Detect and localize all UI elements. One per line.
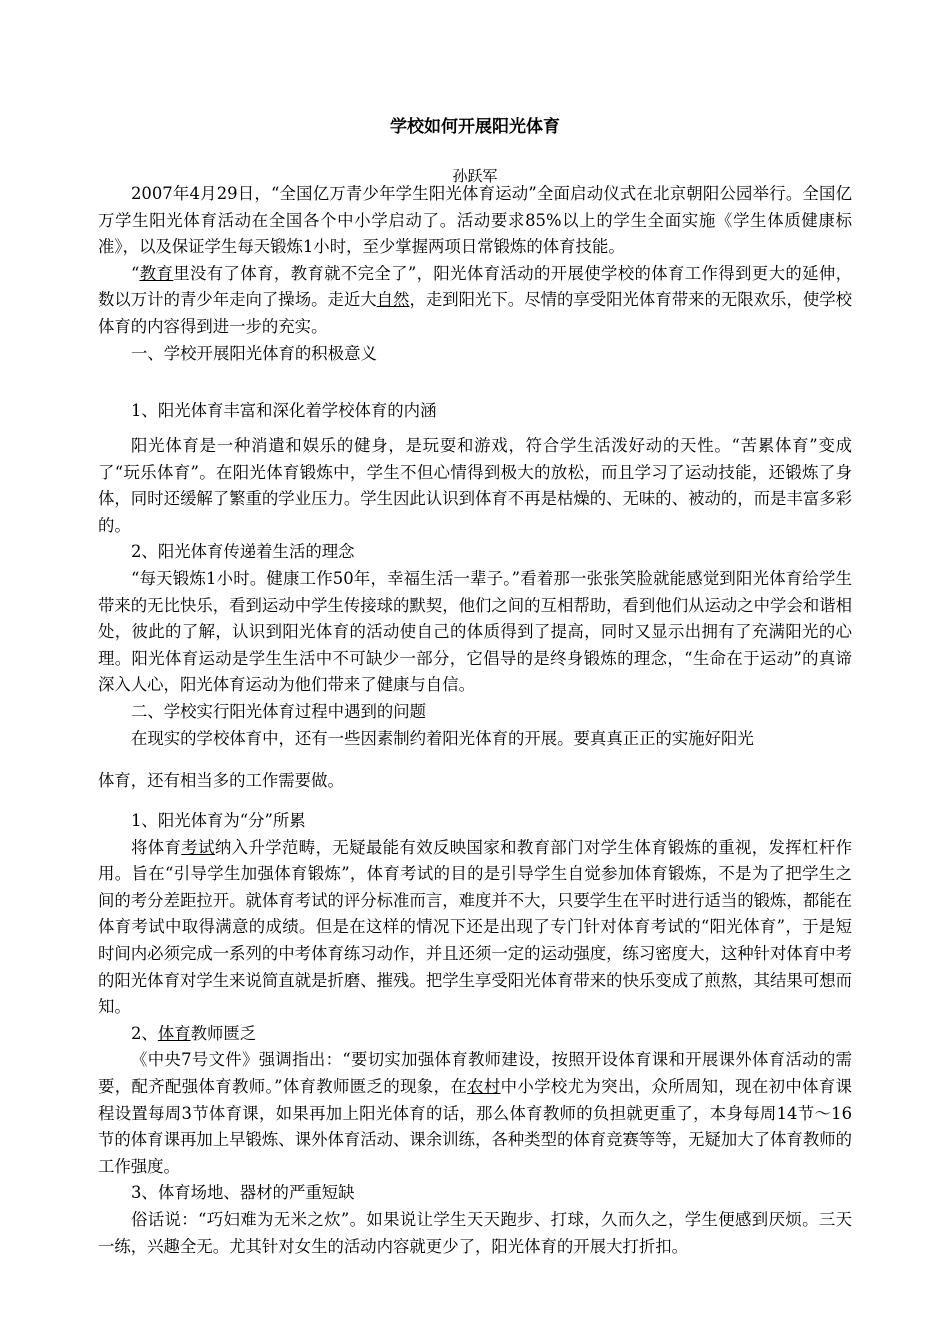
document-title: 学校如何开展阳光体育	[390, 117, 560, 137]
link-exam[interactable]: 考试	[181, 837, 215, 857]
paragraph-6	[98, 835, 852, 1021]
section-heading-1: 一、学校开展阳光体育的积极意义	[131, 343, 377, 363]
subheading-2-2-text-a: 2、	[131, 1023, 158, 1043]
paragraph-intro	[98, 181, 852, 367]
subheading-2-2-text-b: 教师匮乏	[190, 1023, 257, 1043]
section-2-block-a	[98, 768, 852, 795]
paragraph-2-text-a: “	[131, 263, 140, 283]
link-education[interactable]: 教育	[139, 263, 174, 283]
paragraph-7-text-a: 《中央7号文件》强调指出：“要切实加强体育教师建设，按照开设体育课和开展课外体育活动的需要，配齐配强体育教师。”体育教师匮乏的现象，在	[98, 1050, 852, 1096]
paragraph-5-line-2: 体育，还有相当多的工作需要做。	[98, 771, 344, 790]
paragraph-5-line-1: 在现实的学校体育中，还有一些因素制约着阳光体育的开展。要真真正正的实施好阳光	[131, 728, 754, 748]
paragraph-6-text-a: 将体育	[131, 837, 182, 857]
subheading-1-2: 2、阳光体育传递着生活的理念	[131, 542, 355, 562]
paragraph-3: 阳光体育是一种消遣和娱乐的健身，是玩耍和游戏，符合学生活泼好动的天性。“苦累体育”变成了“玩乐体育”。在阳光体育锻炼中，学生不但心情得到极大的放松，而且学习了运动技能，还锻炼了身体，同时还缓解了繁重的学业压力。学生因此认识到体育不再是枯燥的、无味的、被动的，而是丰富多彩的。	[98, 436, 852, 535]
link-countryside[interactable]: 农村	[467, 1076, 501, 1096]
paragraph-7	[98, 1047, 852, 1180]
paragraph-6-text-b: 纳入升学范畴，无疑最能有效反映国家和教育部门对学生体育锻炼的重视，发挥杠杆作用。旨在“引导学生加强体育锻炼”，体育考试的目的是引导学生自觉参加体育锻炼，不是为了把学生之间的考分差距拉开。就体育考试的评分标准而言，难度并不大，只要学生在平时进行适当的锻炼，都能在体育考试中取得满意的成绩。但是在这样的情况下还是出现了专门针对体育考试的“阳光体育”，于是短时间内必须完成一系列的中考体育练习动作，并且还须一定的运动强度，练习密度大，这种针对体育中考的阳光体育对学生来说简直就是折磨、摧残。把学生享受阳光体育带来的快乐变成了煎熬，其结果可想而知。	[98, 837, 853, 1017]
subheading-2-1: 1、阳光体育为“分”所累	[131, 811, 306, 830]
section-2-block-b	[98, 808, 852, 1260]
link-nature[interactable]: 自然	[376, 290, 410, 310]
paragraph-7-text-b: 中小学校尤为突出，众所周知，现在初中体育课程设置每周3节体育课，如果再加上阳光体育的话，那么体育教师的负担就更重了，本身每周14节～16节的体育课再加上早锻炼、课外体育活动、课余训练，各种类型的体育竞赛等等，无疑加大了体育教师的工作强度。	[98, 1076, 853, 1176]
section-1-block	[98, 398, 852, 425]
paragraph-2-text-c: ，走到阳光下。尽情的享受阳光体育带来的无限欢乐，使学校体育的内容得到进一步的充实。	[98, 290, 853, 336]
document-author: 孙跃军	[452, 167, 498, 185]
subheading-1-1: 1、阳光体育丰富和深化着学校体育的内涵	[131, 401, 437, 420]
section-1-content	[98, 433, 852, 752]
paragraph-2-text-b: 里没有了体育，教育就不完全了”，阳光体育活动的开展使学校的体育工作得到更大的延伸，数以万计的青少年走向了操场。走近大	[98, 263, 852, 310]
paragraph-4: “每天锻炼1小时。健康工作50年，幸福生活一辈子。”看着那一张张笑脸就能感觉到阳光体育给学生带来的无比快乐，看到运动中学生传接球的默契，他们之间的互相帮助，看到他们从运动之中学会和谐相处，彼此的了解，认识到阳光体育的活动使自己的体质得到了提高，同时又显示出拥有了充满阳光的心理。阳光体育运动是学生生活中不可缺少一部分，它倡导的是终身锻炼的理念，“生命在于运动”的真谛深入人心，阳光体育运动为他们带来了健康与自信。	[98, 568, 852, 695]
section-heading-2: 二、学校实行阳光体育过程中遇到的问题	[131, 701, 427, 721]
subheading-2-3: 3、体育场地、器材的严重短缺	[131, 1183, 355, 1203]
subheading-2-2	[98, 1021, 852, 1048]
paragraph-2	[98, 261, 852, 341]
link-sports[interactable]: 体育	[157, 1023, 191, 1043]
paragraph-1: 2007年4月29日，“全国亿万青少年学生阳光体育运动”全面启动仪式在北京朝阳公园举行。全国亿万学生阳光体育活动在全国各个中小学启动了。活动要求85%以上的学生全面实施《学生体质健康标准》，以及保证学生每天锻炼1小时，至少掌握两项日常锻炼的体育技能。	[98, 184, 852, 257]
paragraph-8: 俗话说：“巧妇难为无米之炊”。如果说让学生天天跑步、打球，久而久之，学生便感到厌烦。三天一练，兴趣全无。尤其针对女生的活动内容就更少了，阳光体育的开展大打折扣。	[98, 1209, 852, 1256]
